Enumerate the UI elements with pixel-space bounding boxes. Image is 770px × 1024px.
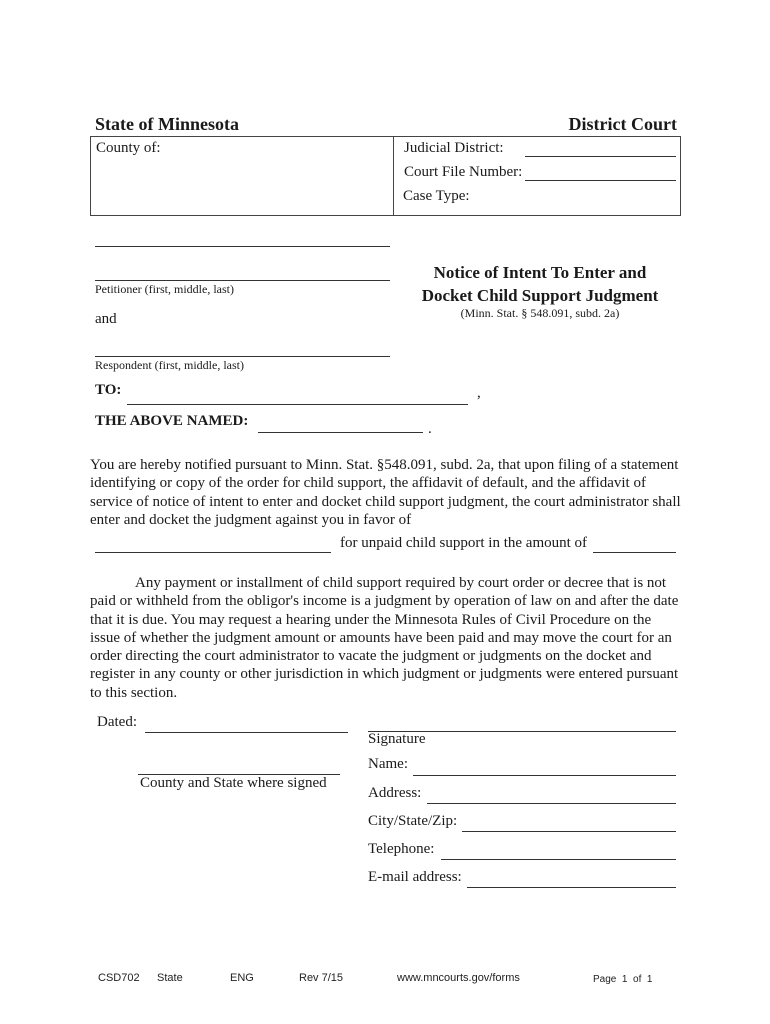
above-named-field[interactable]: [258, 432, 423, 433]
judicial-district-field[interactable]: [525, 156, 676, 157]
to-field[interactable]: [127, 404, 468, 405]
footer-jurisdiction: State: [157, 972, 183, 984]
case-caption-box: [90, 136, 681, 216]
name-field[interactable]: [413, 775, 676, 776]
footer-url: www.mncourts.gov/forms: [397, 972, 520, 984]
name-label: Name:: [368, 756, 408, 772]
respondent-name-field[interactable]: [95, 356, 390, 357]
email-field[interactable]: [467, 887, 676, 888]
footer-form-code: CSD702: [98, 972, 140, 984]
judgment-info-paragraph: Any payment or installment of child support required by court order or decree that is not paid or withheld from the obligor's income is a judgment by operation of law on and after the date that it is due. You may request a hearing under the Minnesota Rules of Civil Procedure on the issue of whether the judgment amount or amounts have been paid and may move the court for an order directing the court administrator to vacate the judgment or judgments on the docket and register in any county or other jurisdiction in which judgment or judgments were entered pursuant to this section.: [90, 575, 679, 701]
above-named-label: THE ABOVE NAMED:: [95, 413, 249, 429]
petitioner-label: Petitioner (first, middle, last): [95, 282, 234, 296]
address-label: Address:: [368, 785, 422, 801]
telephone-field[interactable]: [441, 859, 676, 860]
email-label: E-mail address:: [368, 869, 462, 885]
judicial-district-label: Judicial District:: [404, 140, 504, 156]
above-named-period: .: [428, 421, 432, 437]
court-file-number-label: Court File Number:: [404, 164, 523, 180]
court-file-number-field[interactable]: [525, 180, 676, 181]
address-field[interactable]: [427, 803, 676, 804]
unpaid-support-text: for unpaid child support in the amount of: [340, 535, 588, 551]
city-state-zip-label: City/State/Zip:: [368, 813, 458, 829]
petitioner-name-field-line1[interactable]: [95, 246, 390, 247]
document-title-line1: Notice of Intent To Enter and: [433, 263, 647, 282]
court-heading: District Court: [568, 114, 677, 134]
statute-citation: (Minn. Stat. § 548.091, subd. 2a): [460, 306, 620, 320]
to-comma: ,: [477, 385, 481, 401]
respondent-label: Respondent (first, middle, last): [95, 358, 244, 372]
signature-label: Signature: [368, 731, 426, 747]
petitioner-name-field-line2[interactable]: [95, 280, 390, 281]
county-state-label: County and State where signed: [140, 775, 327, 791]
footer-revision: Rev 7/15: [299, 972, 344, 984]
dated-field[interactable]: [145, 732, 348, 733]
and-label: and: [95, 311, 117, 327]
footer-page-number: Page 1 of 1: [593, 974, 653, 985]
to-label: TO:: [95, 382, 122, 398]
dated-label: Dated:: [97, 714, 137, 730]
caption-divider: [393, 136, 394, 215]
state-heading: State of Minnesota: [95, 114, 239, 134]
county-label: County of:: [96, 140, 161, 156]
city-state-zip-field[interactable]: [462, 831, 676, 832]
creditor-name-field[interactable]: [95, 552, 331, 553]
case-type-label: Case Type:: [403, 188, 470, 204]
notice-paragraph: You are hereby notified pursuant to Minn. Stat. §548.091, subd. 2a, that upon filing of a statement identifying or copy of the order for child support, the affidavit of default, and the affidavit of service of notice of intent to enter and docket child support judgment, the court administrator shall enter and docket the judgment against you in favor of: [90, 457, 681, 528]
amount-field[interactable]: [593, 552, 676, 553]
telephone-label: Telephone:: [368, 841, 435, 857]
footer-language: ENG: [230, 972, 254, 984]
document-title-line2: Docket Child Support Judgment: [421, 286, 659, 305]
